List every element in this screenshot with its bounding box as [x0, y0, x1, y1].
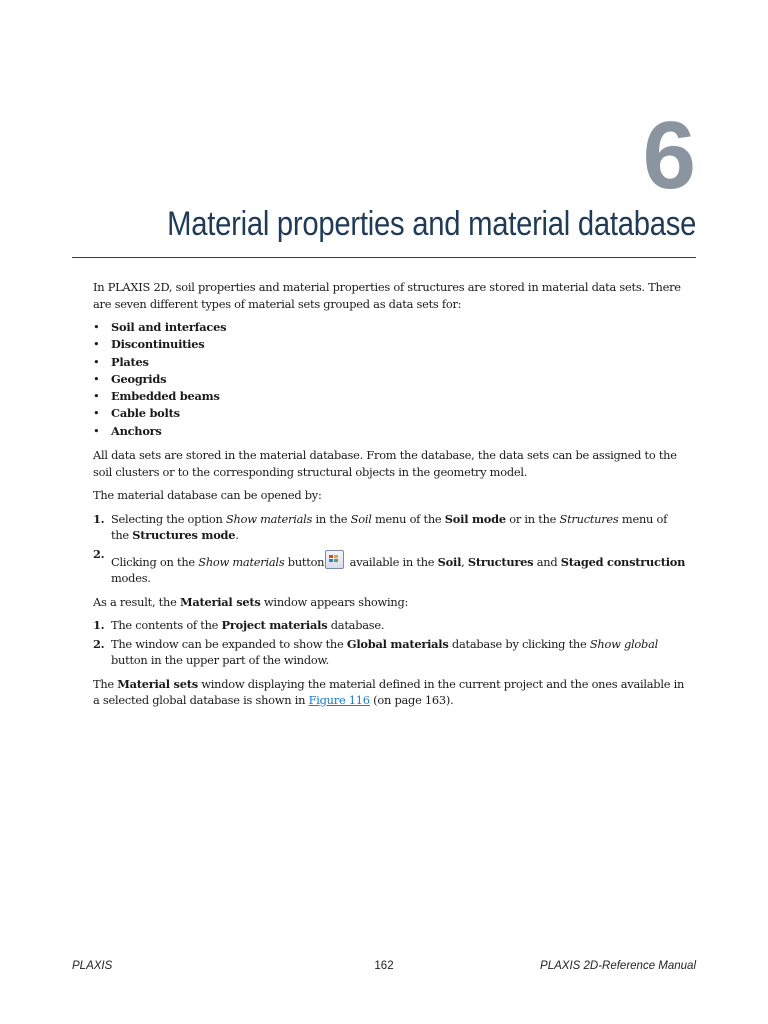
- chapter-body: [93, 279, 686, 716]
- step-number: 2.: [93, 636, 105, 651]
- intro-paragraph: In PLAXIS 2D, soil properties and material properties of structures are stored in material data sets. There are seven different types of material sets grouped as data sets for:: [93, 280, 681, 311]
- title-divider: [72, 257, 696, 258]
- result-intro-paragraph: As a result, the Material sets window appears showing:: [93, 594, 409, 609]
- step-number: 1.: [93, 618, 105, 633]
- footer-product: PLAXIS: [72, 960, 113, 972]
- figure-link[interactable]: Figure 116: [308, 693, 370, 708]
- step-number: 2.: [93, 546, 105, 561]
- database-paragraph: All data sets are stored in the material database. From the database, the data sets can be assigned to the soil clusters or to the corresponding structural objects in the geometry model.: [93, 448, 677, 479]
- data-set-type-list: [93, 319, 686, 440]
- list-item: 2. The window can be expanded to show the Global materials database by clicking the Show global button in the upper part of the window.: [93, 636, 659, 668]
- list-item: 1. The contents of the Project materials database.: [93, 618, 385, 633]
- list-item: • Anchors: [93, 423, 686, 440]
- chapter-number: 6: [642, 102, 696, 209]
- figure-reference-paragraph: The Material sets window displaying the material defined in the current project and the ones available in a selected global database is shown in Figure 116 (on page 163).: [93, 676, 685, 708]
- list-item: • Plates: [93, 354, 686, 371]
- step-number: 1.: [93, 511, 105, 526]
- result-steps-list: [93, 617, 686, 669]
- list-item: • Cable bolts: [93, 405, 686, 422]
- list-item: • Soil and interfaces: [93, 319, 686, 336]
- chapter-title: Material properties and material database: [166, 205, 696, 243]
- footer-manual-title: PLAXIS 2D-Reference Manual: [540, 960, 696, 972]
- open-intro-paragraph: The material database can be opened by:: [93, 488, 322, 503]
- list-item: • Geogrids: [93, 371, 686, 388]
- open-steps-list: [93, 511, 686, 587]
- list-item: 1. Selecting the option Show materials in the Soil menu of the Soil mode or in the Structures menu of the Structures mode.: [93, 511, 668, 543]
- list-item: • Embedded beams: [93, 388, 686, 405]
- show-materials-icon: [325, 550, 344, 569]
- list-item: 2. Clicking on the Show materials button available in the Soil, Structures and Staged construction modes.: [93, 546, 686, 586]
- list-item: • Discontinuities: [93, 336, 686, 353]
- page-number: 162: [374, 960, 394, 972]
